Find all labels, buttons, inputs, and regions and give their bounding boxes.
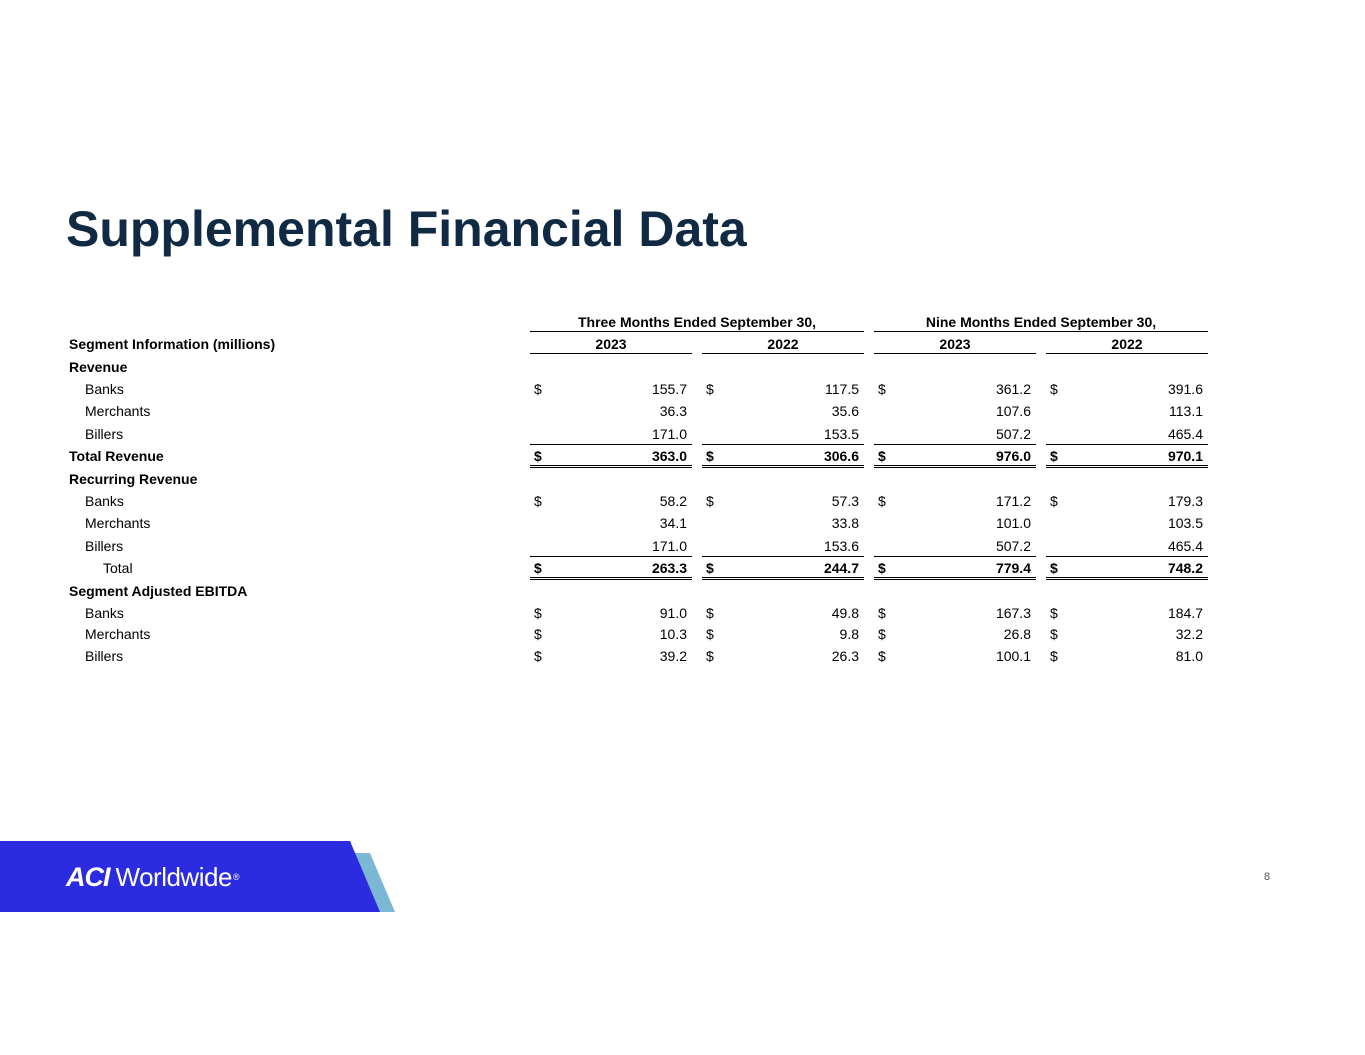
table-value: 155.7 bbox=[651, 381, 687, 397]
page-title: Supplemental Financial Data bbox=[66, 201, 747, 257]
table-value: 153.6 bbox=[823, 538, 859, 554]
segment-info-header: Segment Information (millions) bbox=[69, 336, 276, 352]
currency-symbol: $ bbox=[878, 560, 886, 576]
table-value: 39.2 bbox=[659, 648, 687, 664]
currency-symbol: $ bbox=[1050, 560, 1058, 576]
year-header: 2022 bbox=[1111, 336, 1143, 352]
table-value: 465.4 bbox=[1167, 538, 1203, 554]
table-value: 26.3 bbox=[831, 648, 859, 664]
total-double-rule bbox=[1046, 577, 1208, 580]
currency-symbol: $ bbox=[878, 493, 886, 509]
table-value: 57.3 bbox=[831, 493, 859, 509]
currency-symbol: $ bbox=[878, 605, 886, 621]
currency-symbol: $ bbox=[1050, 493, 1058, 509]
table-value: 100.1 bbox=[995, 648, 1031, 664]
table-value: 361.2 bbox=[995, 381, 1031, 397]
table-value: 167.3 bbox=[995, 605, 1031, 621]
subtotal-rule bbox=[530, 556, 692, 557]
table-value: 101.0 bbox=[995, 515, 1031, 531]
year-header-rule bbox=[1046, 353, 1208, 354]
table-value: 171.0 bbox=[651, 426, 687, 442]
header-three-months: Three Months Ended September 30, bbox=[577, 314, 817, 330]
row-label: Revenue bbox=[69, 359, 128, 375]
header-nine-months-rule bbox=[874, 331, 1208, 332]
year-header: 2023 bbox=[939, 336, 971, 352]
row-label: Segment Adjusted EBITDA bbox=[69, 583, 248, 599]
subtotal-rule bbox=[874, 556, 1036, 557]
table-value: 465.4 bbox=[1167, 426, 1203, 442]
table-value: 153.5 bbox=[823, 426, 859, 442]
row-label: Merchants bbox=[85, 403, 151, 419]
table-value: 9.8 bbox=[839, 626, 859, 642]
currency-symbol: $ bbox=[706, 560, 714, 576]
year-header-rule bbox=[874, 353, 1036, 354]
table-value: 35.6 bbox=[831, 403, 859, 419]
table-value: 32.2 bbox=[1175, 626, 1203, 642]
table-value: 81.0 bbox=[1175, 648, 1203, 664]
row-label: Recurring Revenue bbox=[69, 471, 198, 487]
page-number: 8 bbox=[1264, 871, 1271, 883]
table-value: 26.8 bbox=[1003, 626, 1031, 642]
subtotal-rule bbox=[1046, 444, 1208, 445]
currency-symbol: $ bbox=[878, 448, 886, 464]
row-label: Billers bbox=[85, 538, 124, 554]
table-value: 306.6 bbox=[823, 448, 859, 464]
row-label: Billers bbox=[85, 426, 124, 442]
currency-symbol: $ bbox=[878, 381, 886, 397]
total-double-rule bbox=[702, 465, 864, 468]
header-nine-months: Nine Months Ended September 30, bbox=[925, 314, 1157, 330]
table-value: 34.1 bbox=[659, 515, 687, 531]
year-header-rule bbox=[530, 353, 692, 354]
table-value: 171.2 bbox=[995, 493, 1031, 509]
year-header: 2023 bbox=[595, 336, 627, 352]
subtotal-rule bbox=[702, 444, 864, 445]
currency-symbol: $ bbox=[534, 560, 542, 576]
currency-symbol: $ bbox=[706, 493, 714, 509]
subtotal-rule bbox=[874, 444, 1036, 445]
logo-registered-mark: ® bbox=[232, 872, 240, 882]
row-label: Banks bbox=[85, 381, 124, 397]
currency-symbol: $ bbox=[534, 648, 542, 664]
row-label: Total Revenue bbox=[69, 448, 164, 464]
total-double-rule bbox=[530, 465, 692, 468]
row-label: Banks bbox=[85, 493, 124, 509]
currency-symbol: $ bbox=[706, 381, 714, 397]
currency-symbol: $ bbox=[1050, 448, 1058, 464]
subtotal-rule bbox=[702, 556, 864, 557]
table-value: 113.1 bbox=[1169, 403, 1203, 419]
subtotal-rule bbox=[1046, 556, 1208, 557]
table-value: 391.6 bbox=[1167, 381, 1203, 397]
total-double-rule bbox=[702, 577, 864, 580]
table-value: 36.3 bbox=[659, 403, 687, 419]
table-value: 507.2 bbox=[995, 426, 1031, 442]
total-double-rule bbox=[874, 465, 1036, 468]
currency-symbol: $ bbox=[1050, 626, 1058, 642]
table-value: 10.3 bbox=[659, 626, 687, 642]
table-value: 748.2 bbox=[1167, 560, 1203, 576]
table-value: 107.6 bbox=[995, 403, 1031, 419]
header-three-months-rule bbox=[530, 331, 864, 332]
total-double-rule bbox=[1046, 465, 1208, 468]
logo-aci-text: ACI bbox=[66, 861, 110, 892]
currency-symbol: $ bbox=[706, 448, 714, 464]
currency-symbol: $ bbox=[878, 648, 886, 664]
row-label: Total bbox=[103, 560, 133, 576]
table-value: 970.1 bbox=[1167, 448, 1203, 464]
total-double-rule bbox=[530, 577, 692, 580]
subtotal-rule bbox=[530, 444, 692, 445]
row-label: Billers bbox=[85, 648, 124, 664]
table-value: 184.7 bbox=[1167, 605, 1203, 621]
table-value: 363.0 bbox=[651, 448, 687, 464]
table-value: 244.7 bbox=[823, 560, 859, 576]
row-label: Merchants bbox=[85, 515, 151, 531]
currency-symbol: $ bbox=[534, 493, 542, 509]
currency-symbol: $ bbox=[1050, 648, 1058, 664]
table-value: 33.8 bbox=[831, 515, 859, 531]
table-value: 49.8 bbox=[831, 605, 859, 621]
currency-symbol: $ bbox=[878, 626, 886, 642]
currency-symbol: $ bbox=[1050, 605, 1058, 621]
table-value: 779.4 bbox=[995, 560, 1031, 576]
aci-worldwide-logo bbox=[66, 862, 240, 892]
table-value: 507.2 bbox=[995, 538, 1031, 554]
year-header: 2022 bbox=[767, 336, 799, 352]
table-value: 91.0 bbox=[659, 605, 687, 621]
currency-symbol: $ bbox=[706, 626, 714, 642]
currency-symbol: $ bbox=[706, 648, 714, 664]
currency-symbol: $ bbox=[534, 448, 542, 464]
table-value: 117.5 bbox=[825, 381, 859, 397]
total-double-rule bbox=[874, 577, 1036, 580]
table-value: 976.0 bbox=[995, 448, 1031, 464]
currency-symbol: $ bbox=[534, 626, 542, 642]
currency-symbol: $ bbox=[706, 605, 714, 621]
row-label: Merchants bbox=[85, 626, 151, 642]
table-value: 179.3 bbox=[1167, 493, 1203, 509]
logo-worldwide-text: Worldwide bbox=[115, 861, 232, 892]
year-header-rule bbox=[702, 353, 864, 354]
table-value: 103.5 bbox=[1167, 515, 1203, 531]
currency-symbol: $ bbox=[534, 381, 542, 397]
table-value: 58.2 bbox=[659, 493, 687, 509]
row-label: Banks bbox=[85, 605, 124, 621]
table-value: 263.3 bbox=[651, 560, 687, 576]
currency-symbol: $ bbox=[1050, 381, 1058, 397]
table-value: 171.0 bbox=[651, 538, 687, 554]
currency-symbol: $ bbox=[534, 605, 542, 621]
